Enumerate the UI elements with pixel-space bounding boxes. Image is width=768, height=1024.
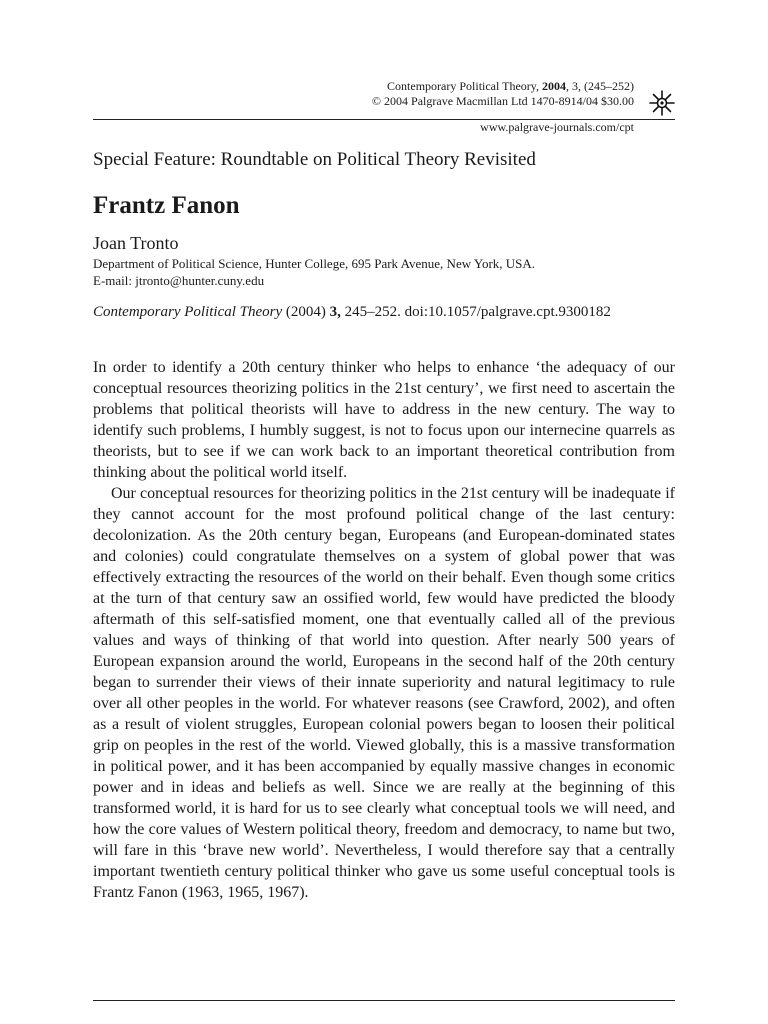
author-affiliation: Department of Political Science, Hunter College, 695 Park Avenue, New York, USA. [93, 256, 536, 271]
journal-url: www.palgrave-journals.com/cpt [480, 120, 634, 134]
footer-rule [93, 1000, 675, 1001]
journal-citation-line [372, 79, 634, 94]
palgrave-star-logo-icon [648, 89, 676, 117]
body-paragraph-2: Our conceptual resources for theorizing politics in the 21st century will be inadequate if they cannot account for the most profound political change of the last century: decolonization. As the 20th century began, Europeans (and European-dominated states and colonies) could congratulate themselves on a system of global power that was effectively extracting the resources of the world on their behalf. Even though some critics at the turn of that century saw an ossified world, few would have predicted the bloody aftermath of this self-satisfied moment, one that eventually called all of the previous values and ways of thinking of that world into question. After nearly 500 years of European expansion around the world, Europeans in the second half of the 20th century began to surrender their views of their innate superiority and natural legitimacy to rule over all other peoples in the world. For whatever reasons (see Crawford, 2002), and often as a result of violent struggles, European colonial powers began to loosen their political grip on peoples in the rest of the world. Viewed globally, this is a massive transformation in political power, and it has been accompanied by equally massive changes in economic power and in ideas and beliefs as well. Since we are really at the beginning of this transformed world, it is hard for us to see clearly what conceptual tools we will need, and how the core values of Western political theory, freedom and democracy, to name but two, will fare in this ‘brave new world’. Nevertheless, I would therefore say that a centrally important twentieth century political thinker who gave us some useful conceptual tools is Frantz Fanon (1963, 1965, 1967). [93, 485, 675, 901]
citation-year: (2004) [282, 304, 330, 320]
article-title: Frantz Fanon [93, 192, 240, 219]
citation-pages-doi: 245–252. doi:10.1057/palgrave.cpt.9300182 [340, 304, 611, 320]
article-body [93, 357, 675, 903]
body-paragraph-1: In order to identify a 20th century thinker who helps to enhance ‘the adequacy of our conceptual resources theorizing politics in the 21st century’, we first need to ascertain the problems that political theorists will have to address in the new century. The way to identify such problems, I humbly suggest, is not to focus upon our internecine quarrels as theorists, but to see if we can work back to an important theoretical contribution from thinking about the political world itself. [93, 359, 675, 481]
journal-header [372, 79, 634, 109]
section-heading: Special Feature: Roundtable on Political Theory Revisited [93, 149, 536, 170]
author-email: E-mail: jtronto@hunter.cuny.edu [93, 273, 265, 288]
journal-year: 2004 [542, 79, 566, 93]
author-name: Joan Tronto [93, 233, 179, 253]
citation-journal: Contemporary Political Theory [93, 304, 283, 320]
citation-volume: 3, [329, 304, 341, 320]
journal-volume-pages: , 3, (245–252) [566, 79, 634, 93]
journal-name: Contemporary Political Theory, [387, 79, 542, 93]
copyright-line: © 2004 Palgrave Macmillan Ltd 1470-8914/04 $30.00 [371, 94, 634, 108]
article-citation [93, 303, 611, 322]
